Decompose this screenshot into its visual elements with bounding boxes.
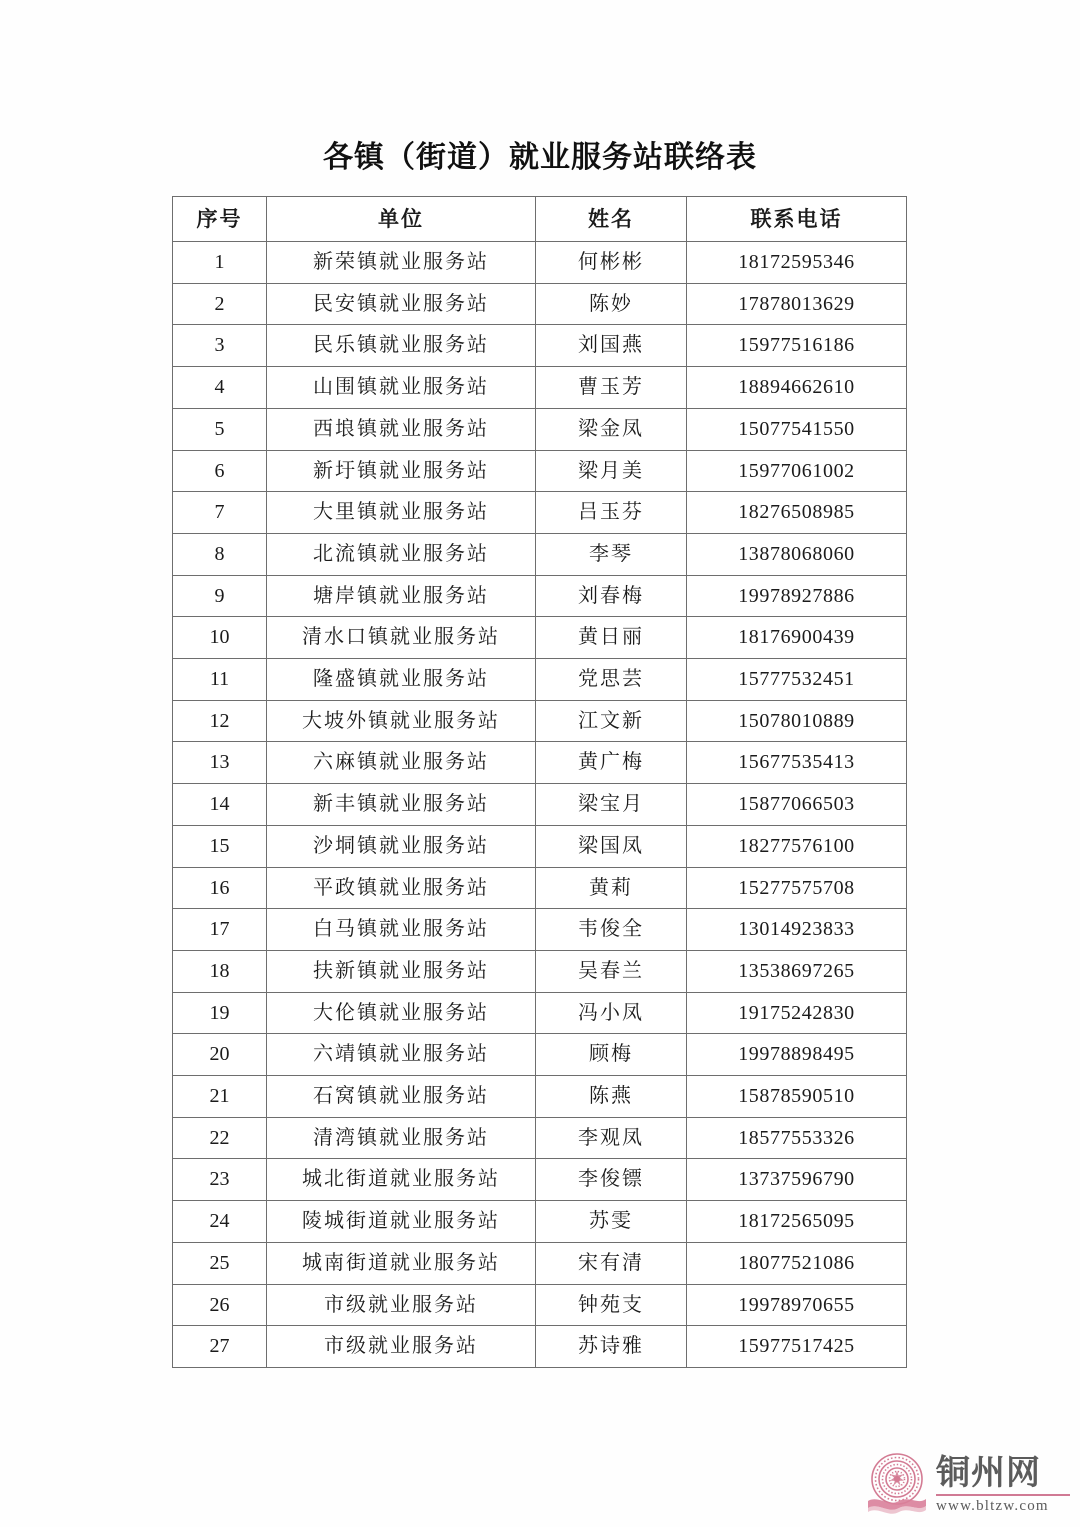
- table-row: [173, 909, 907, 951]
- cell-contact-name: 顾梅: [536, 1034, 687, 1076]
- cell-unit-name: 清水口镇就业服务站: [267, 617, 536, 659]
- table-row: [173, 1117, 907, 1159]
- cell-phone-number: 18176900439: [687, 617, 907, 659]
- cell-contact-name: 黄广梅: [536, 742, 687, 784]
- cell-sequence-number: 27: [173, 1326, 267, 1368]
- cell-unit-name: 清湾镇就业服务站: [267, 1117, 536, 1159]
- cell-sequence-number: 6: [173, 450, 267, 492]
- cell-phone-number: 13737596790: [687, 1159, 907, 1201]
- cell-contact-name: 江文新: [536, 700, 687, 742]
- column-header-unit: 单位: [267, 197, 536, 242]
- table-row: [173, 533, 907, 575]
- table-row: [173, 575, 907, 617]
- cell-contact-name: 苏诗雅: [536, 1326, 687, 1368]
- column-header-seq: 序号: [173, 197, 267, 242]
- table-row: [173, 742, 907, 784]
- cell-unit-name: 大坡外镇就业服务站: [267, 700, 536, 742]
- cell-contact-name: 吴春兰: [536, 950, 687, 992]
- table-row: [173, 1076, 907, 1118]
- cell-contact-name: 韦俊全: [536, 909, 687, 951]
- cell-sequence-number: 22: [173, 1117, 267, 1159]
- cell-unit-name: 山围镇就业服务站: [267, 367, 536, 409]
- cell-unit-name: 民安镇就业服务站: [267, 283, 536, 325]
- cell-phone-number: 15078010889: [687, 700, 907, 742]
- cell-unit-name: 新荣镇就业服务站: [267, 242, 536, 284]
- table-row: [173, 659, 907, 701]
- cell-phone-number: 18277576100: [687, 825, 907, 867]
- cell-sequence-number: 17: [173, 909, 267, 951]
- table-header-row: [173, 197, 907, 242]
- cell-contact-name: 曹玉芳: [536, 367, 687, 409]
- table-row: [173, 1159, 907, 1201]
- cell-sequence-number: 3: [173, 325, 267, 367]
- cell-sequence-number: 5: [173, 408, 267, 450]
- cell-contact-name: 吕玉芬: [536, 492, 687, 534]
- table-row: [173, 367, 907, 409]
- cell-unit-name: 城南街道就业服务站: [267, 1242, 536, 1284]
- cell-unit-name: 白马镇就业服务站: [267, 909, 536, 951]
- table-body: [173, 242, 907, 1368]
- cell-sequence-number: 21: [173, 1076, 267, 1118]
- cell-sequence-number: 10: [173, 617, 267, 659]
- cell-phone-number: 13014923833: [687, 909, 907, 951]
- cell-phone-number: 15878590510: [687, 1076, 907, 1118]
- cell-phone-number: 15677535413: [687, 742, 907, 784]
- cell-phone-number: 18172595346: [687, 242, 907, 284]
- cell-contact-name: 刘春梅: [536, 575, 687, 617]
- table-row: [173, 1284, 907, 1326]
- table-row: [173, 325, 907, 367]
- watermark-divider: [936, 1494, 1070, 1496]
- cell-sequence-number: 12: [173, 700, 267, 742]
- cell-unit-name: 扶新镇就业服务站: [267, 950, 536, 992]
- cell-phone-number: 13878068060: [687, 533, 907, 575]
- cell-contact-name: 梁国凤: [536, 825, 687, 867]
- table-row: [173, 1034, 907, 1076]
- cell-sequence-number: 23: [173, 1159, 267, 1201]
- cell-unit-name: 民乐镇就业服务站: [267, 325, 536, 367]
- cell-phone-number: 18577553326: [687, 1117, 907, 1159]
- cell-contact-name: 宋有清: [536, 1242, 687, 1284]
- table-row: [173, 1242, 907, 1284]
- table-row: [173, 1201, 907, 1243]
- cell-phone-number: 15077541550: [687, 408, 907, 450]
- cell-sequence-number: 4: [173, 367, 267, 409]
- cell-unit-name: 新丰镇就业服务站: [267, 784, 536, 826]
- site-url: www.bltzw.com: [936, 1497, 1049, 1514]
- cell-unit-name: 六麻镇就业服务站: [267, 742, 536, 784]
- cell-unit-name: 市级就业服务站: [267, 1326, 536, 1368]
- table-row: [173, 700, 907, 742]
- cell-unit-name: 六靖镇就业服务站: [267, 1034, 536, 1076]
- table-row: [173, 784, 907, 826]
- cell-contact-name: 刘国燕: [536, 325, 687, 367]
- cell-unit-name: 隆盛镇就业服务站: [267, 659, 536, 701]
- cell-phone-number: 19978927886: [687, 575, 907, 617]
- cell-sequence-number: 24: [173, 1201, 267, 1243]
- table-row: [173, 242, 907, 284]
- table-row: [173, 492, 907, 534]
- cell-sequence-number: 14: [173, 784, 267, 826]
- cell-sequence-number: 1: [173, 242, 267, 284]
- cell-contact-name: 何彬彬: [536, 242, 687, 284]
- cell-contact-name: 黄日丽: [536, 617, 687, 659]
- cell-contact-name: 李俊镖: [536, 1159, 687, 1201]
- cell-sequence-number: 25: [173, 1242, 267, 1284]
- cell-phone-number: 19978898495: [687, 1034, 907, 1076]
- cell-phone-number: 18894662610: [687, 367, 907, 409]
- cell-unit-name: 平政镇就业服务站: [267, 867, 536, 909]
- cell-phone-number: 15977517425: [687, 1326, 907, 1368]
- cell-unit-name: 大里镇就业服务站: [267, 492, 536, 534]
- table-row: [173, 867, 907, 909]
- cell-phone-number: 17878013629: [687, 283, 907, 325]
- cell-sequence-number: 16: [173, 867, 267, 909]
- cell-sequence-number: 9: [173, 575, 267, 617]
- table-row: [173, 992, 907, 1034]
- cell-contact-name: 梁金凤: [536, 408, 687, 450]
- cell-contact-name: 李琴: [536, 533, 687, 575]
- cell-sequence-number: 20: [173, 1034, 267, 1076]
- contact-table-container: [172, 196, 906, 1368]
- cell-sequence-number: 15: [173, 825, 267, 867]
- cell-phone-number: 15977061002: [687, 450, 907, 492]
- contact-table: [172, 196, 907, 1368]
- cell-unit-name: 新圩镇就业服务站: [267, 450, 536, 492]
- cell-contact-name: 李观凤: [536, 1117, 687, 1159]
- watermark-text-block: [936, 1454, 1072, 1515]
- cell-phone-number: 15977516186: [687, 325, 907, 367]
- cell-contact-name: 党思芸: [536, 659, 687, 701]
- cell-contact-name: 黄莉: [536, 867, 687, 909]
- cell-unit-name: 陵城街道就业服务站: [267, 1201, 536, 1243]
- table-row: [173, 450, 907, 492]
- cell-contact-name: 梁宝月: [536, 784, 687, 826]
- table-row: [173, 1326, 907, 1368]
- table-row: [173, 825, 907, 867]
- cell-sequence-number: 18: [173, 950, 267, 992]
- cell-phone-number: 19175242830: [687, 992, 907, 1034]
- cell-sequence-number: 7: [173, 492, 267, 534]
- cell-unit-name: 西埌镇就业服务站: [267, 408, 536, 450]
- cell-sequence-number: 13: [173, 742, 267, 784]
- cell-unit-name: 塘岸镇就业服务站: [267, 575, 536, 617]
- cell-sequence-number: 19: [173, 992, 267, 1034]
- cell-contact-name: 钟苑支: [536, 1284, 687, 1326]
- cell-unit-name: 北流镇就业服务站: [267, 533, 536, 575]
- cell-contact-name: 陈燕: [536, 1076, 687, 1118]
- cell-phone-number: 15877066503: [687, 784, 907, 826]
- cell-phone-number: 15277575708: [687, 867, 907, 909]
- cell-phone-number: 18172565095: [687, 1201, 907, 1243]
- cell-phone-number: 18077521086: [687, 1242, 907, 1284]
- cell-sequence-number: 2: [173, 283, 267, 325]
- table-row: [173, 617, 907, 659]
- table-row: [173, 408, 907, 450]
- cell-phone-number: 15777532451: [687, 659, 907, 701]
- table-row: [173, 283, 907, 325]
- site-watermark: [866, 1447, 1072, 1521]
- cell-phone-number: 13538697265: [687, 950, 907, 992]
- cell-unit-name: 石窝镇就业服务站: [267, 1076, 536, 1118]
- cell-phone-number: 19978970655: [687, 1284, 907, 1326]
- cell-contact-name: 苏雯: [536, 1201, 687, 1243]
- cell-contact-name: 梁月美: [536, 450, 687, 492]
- page-title: 各镇（街道）就业服务站联络表: [323, 141, 757, 174]
- cell-contact-name: 陈妙: [536, 283, 687, 325]
- site-name: 铜州网: [936, 1454, 1041, 1492]
- cell-unit-name: 城北街道就业服务站: [267, 1159, 536, 1201]
- cell-unit-name: 市级就业服务站: [267, 1284, 536, 1326]
- cell-contact-name: 冯小凤: [536, 992, 687, 1034]
- column-header-phone: 联系电话: [687, 197, 907, 242]
- table-header: [173, 197, 907, 242]
- cell-phone-number: 18276508985: [687, 492, 907, 534]
- cell-sequence-number: 8: [173, 533, 267, 575]
- cell-unit-name: 沙垌镇就业服务站: [267, 825, 536, 867]
- table-row: [173, 950, 907, 992]
- cell-sequence-number: 26: [173, 1284, 267, 1326]
- cell-unit-name: 大伦镇就业服务站: [267, 992, 536, 1034]
- bronze-drum-icon: [866, 1451, 928, 1517]
- column-header-name: 姓名: [536, 197, 687, 242]
- cell-sequence-number: 11: [173, 659, 267, 701]
